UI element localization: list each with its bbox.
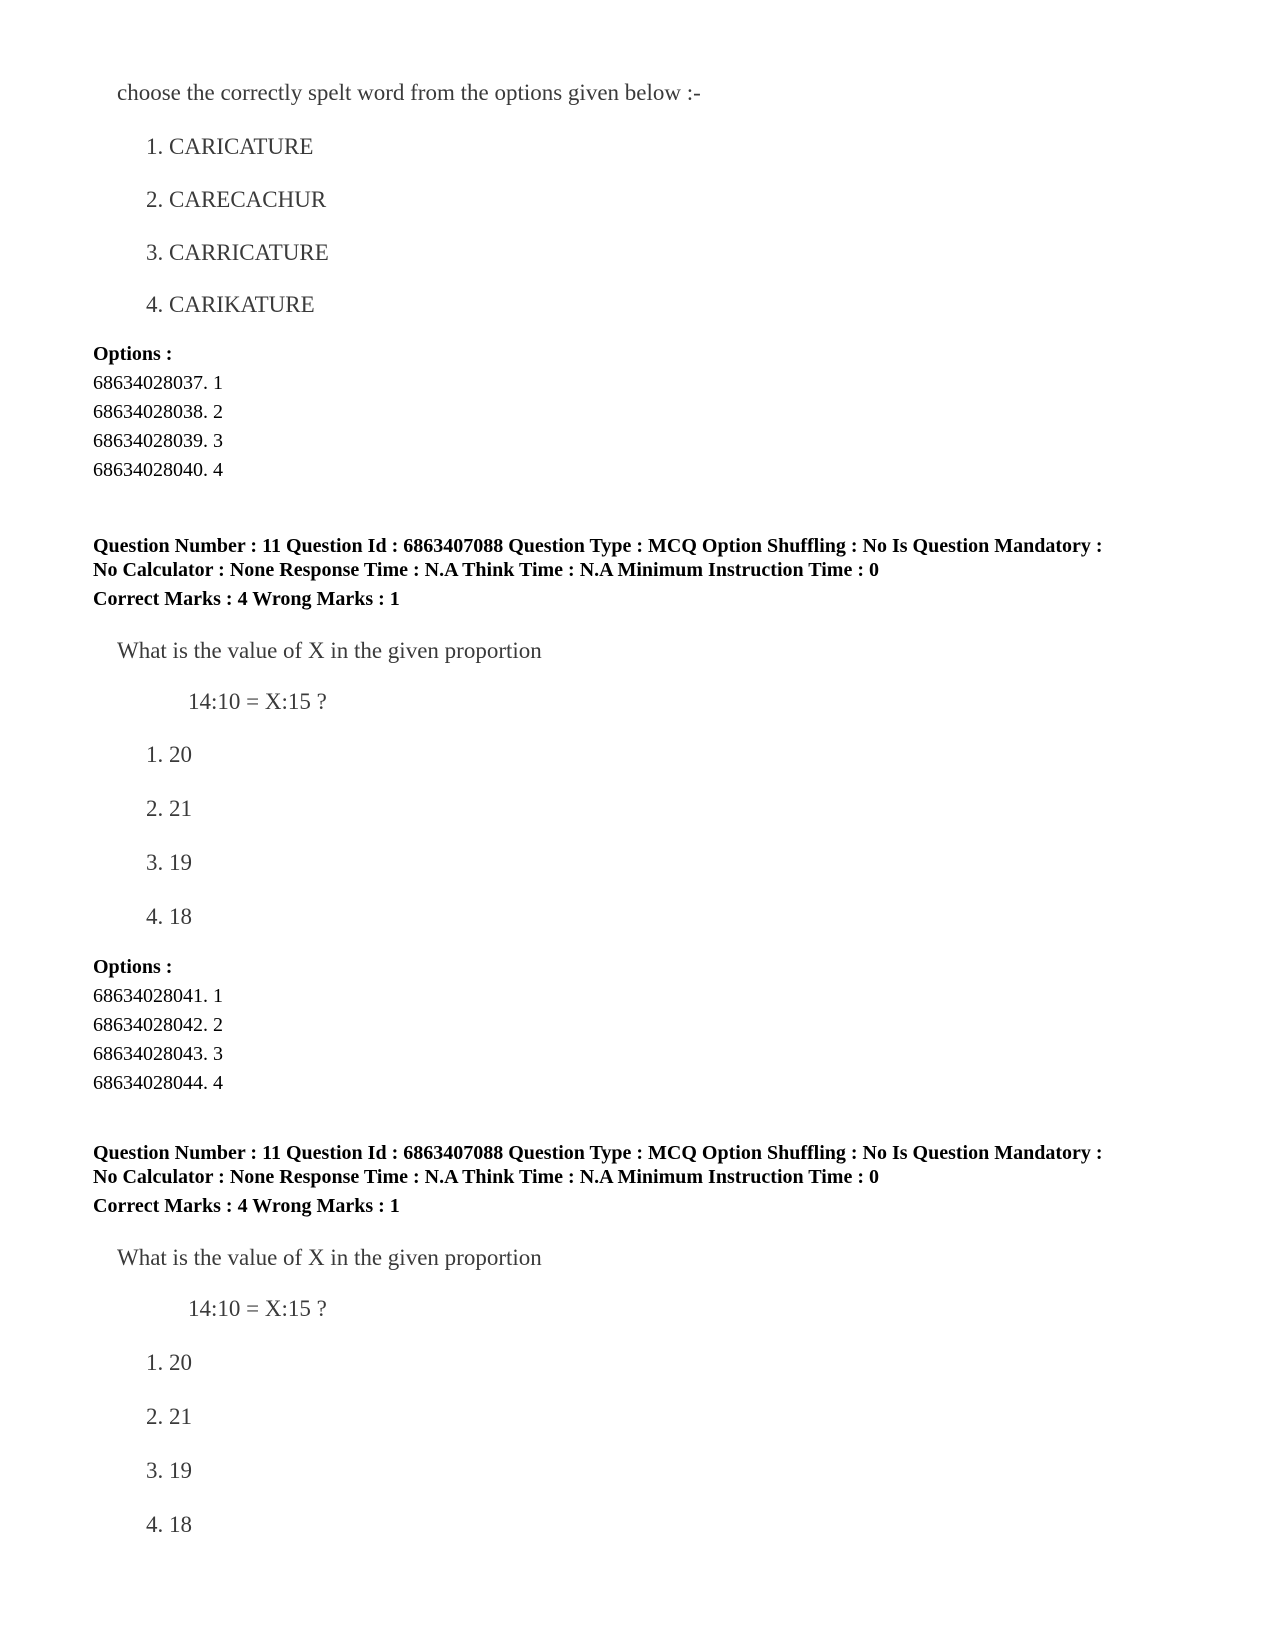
option-id: 68634028043. 3: [93, 1043, 223, 1065]
option-id: 68634028040. 4: [93, 459, 223, 481]
marks-line: Correct Marks : 4 Wrong Marks : 1: [93, 1195, 400, 1217]
question-stem: What is the value of X in the given proportion: [117, 638, 542, 663]
question-stem: choose the correctly spelt word from the options given below :-: [117, 80, 701, 105]
choice-item: 3. 19: [146, 850, 192, 875]
options-heading: Options :: [93, 343, 173, 365]
option-id: 68634028039. 3: [93, 430, 223, 452]
question-meta-line: Question Number : 11 Question Id : 6863407088 Question Type : MCQ Option Shuffling : No Is Question Mandatory :: [93, 535, 1103, 557]
choice-item: 4. 18: [146, 1512, 192, 1537]
choice-item: 4. 18: [146, 904, 192, 929]
choice-item: 1. 20: [146, 742, 192, 767]
choice-item: 1. CARICATURE: [146, 134, 314, 159]
choice-item: 3. 19: [146, 1458, 192, 1483]
choice-item: 3. CARRICATURE: [146, 240, 329, 265]
option-id: 68634028044. 4: [93, 1072, 223, 1094]
question-stem: What is the value of X in the given proportion: [117, 1245, 542, 1270]
marks-line: Correct Marks : 4 Wrong Marks : 1: [93, 588, 400, 610]
option-id: 68634028041. 1: [93, 985, 223, 1007]
question-equation: 14:10 = X:15 ?: [188, 1296, 327, 1321]
question-meta-line: No Calculator : None Response Time : N.A Think Time : N.A Minimum Instruction Time : 0: [93, 559, 879, 581]
option-id: 68634028038. 2: [93, 401, 223, 423]
choice-item: 2. 21: [146, 796, 192, 821]
choice-item: 2. CARECACHUR: [146, 187, 327, 212]
choice-item: 4. CARIKATURE: [146, 292, 315, 317]
option-id: 68634028037. 1: [93, 372, 223, 394]
question-meta-line: Question Number : 11 Question Id : 6863407088 Question Type : MCQ Option Shuffling : No Is Question Mandatory :: [93, 1142, 1103, 1164]
question-equation: 14:10 = X:15 ?: [188, 689, 327, 714]
choice-item: 1. 20: [146, 1350, 192, 1375]
choice-item: 2. 21: [146, 1404, 192, 1429]
question-meta-line: No Calculator : None Response Time : N.A Think Time : N.A Minimum Instruction Time : 0: [93, 1166, 879, 1188]
options-heading: Options :: [93, 956, 173, 978]
option-id: 68634028042. 2: [93, 1014, 223, 1036]
